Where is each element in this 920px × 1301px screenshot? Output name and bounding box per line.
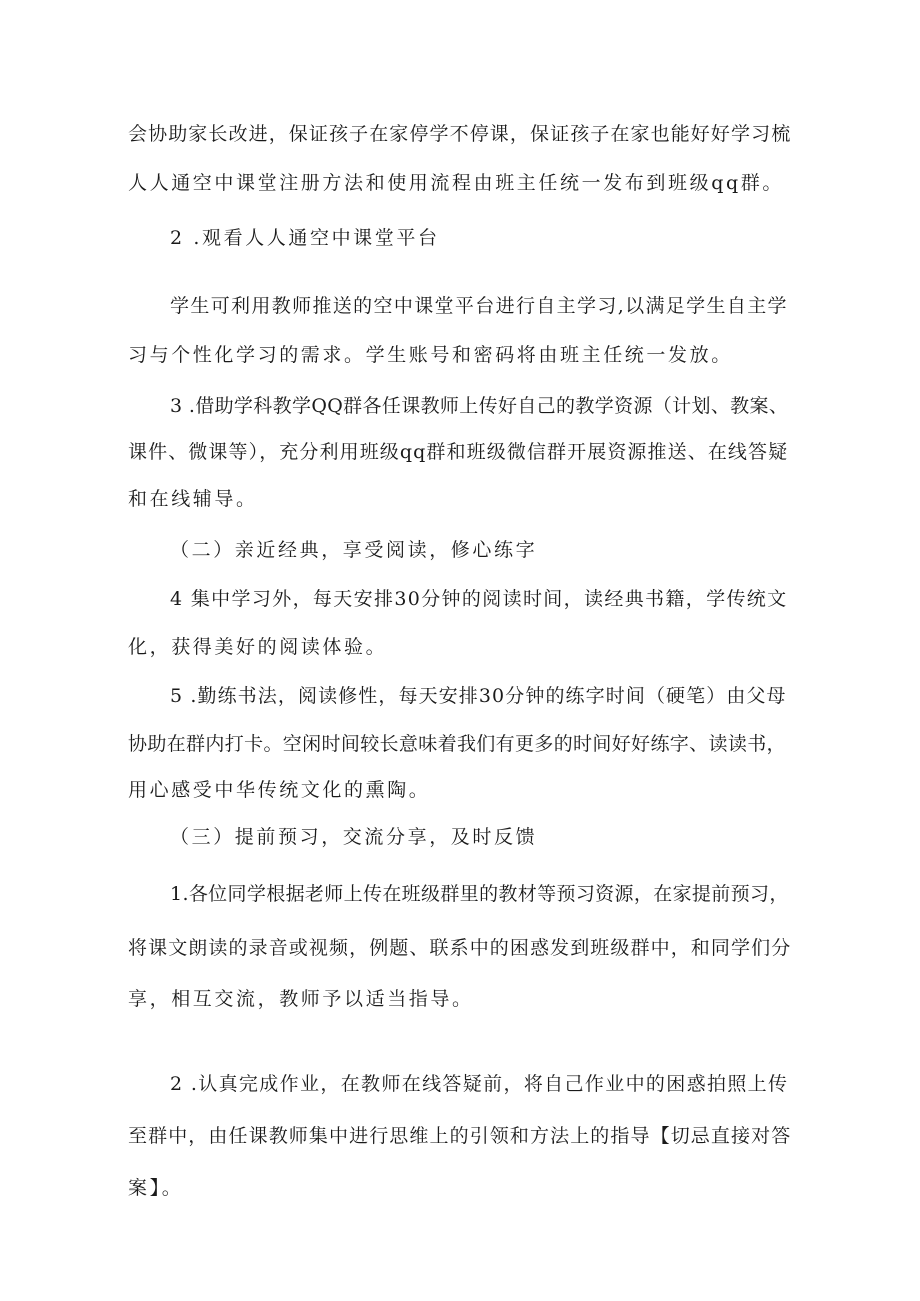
text-line: 享，相互交流，教师予以适当指导。: [128, 988, 474, 1010]
text-line: 将课文朗读的录音或视频，例题、联系中的困惑发到班级群中，和同学们分: [128, 937, 792, 959]
text-line: 5 .勤练书法，阅读修性，每天安排30分钟的练字时间（硬笔）由父母: [170, 685, 787, 707]
text-line: 会协助家长改进，保证孩子在家停学不停课，保证孩子在家也能好好学习梳: [128, 123, 792, 145]
text-line: 用心感受中华传统文化的熏陶。: [128, 779, 431, 801]
section-heading: （二）亲近经典，享受阅读，修心练字: [170, 539, 538, 561]
text-line: 化，获得美好的阅读体验。: [128, 636, 388, 658]
text-line: 和在线辅导。: [128, 488, 258, 510]
text-line: 学生可利用教师推送的空中课堂平台进行自主学习,以满足学生自主学: [170, 295, 788, 317]
text-line: 课件、微课等），充分利用班级qq群和班级微信群开展资源推送、在线答疑: [128, 441, 789, 463]
text-line: 协助在群内打卡。空闲时间较长意味着我们有更多的时间好好练字、读读书，: [128, 733, 786, 755]
text-line: 3 .借助学科教学QQ群各任课教师上传好自己的教学资源（计划、教案、: [170, 395, 789, 417]
section-heading: （三）提前预习，交流分享，及时反馈: [170, 826, 538, 848]
text-line: 人人通空中课堂注册方法和使用流程由班主任统一发布到班级qq群。: [128, 172, 784, 194]
text-line: 案】。: [128, 1177, 184, 1199]
text-line: 4 集中学习外，每天安排30分钟的阅读时间，读经典书籍，学传统文: [170, 588, 788, 610]
text-line: 1.各位同学根据老师上传在班级群里的教材等预习资源，在家提前预习，: [170, 883, 789, 905]
text-line: 2 .认真完成作业，在教师在线答疑前，将自己作业中的困惑拍照上传: [170, 1073, 789, 1095]
section-heading: 2 .观看人人通空中课堂平台: [170, 227, 440, 249]
text-line: 习与个性化学习的需求。学生账号和密码将由班主任统一发放。: [128, 344, 733, 366]
text-line: 至群中，由任课教师集中进行思维上的引领和方法上的指导【切忌直接对答: [128, 1125, 792, 1147]
